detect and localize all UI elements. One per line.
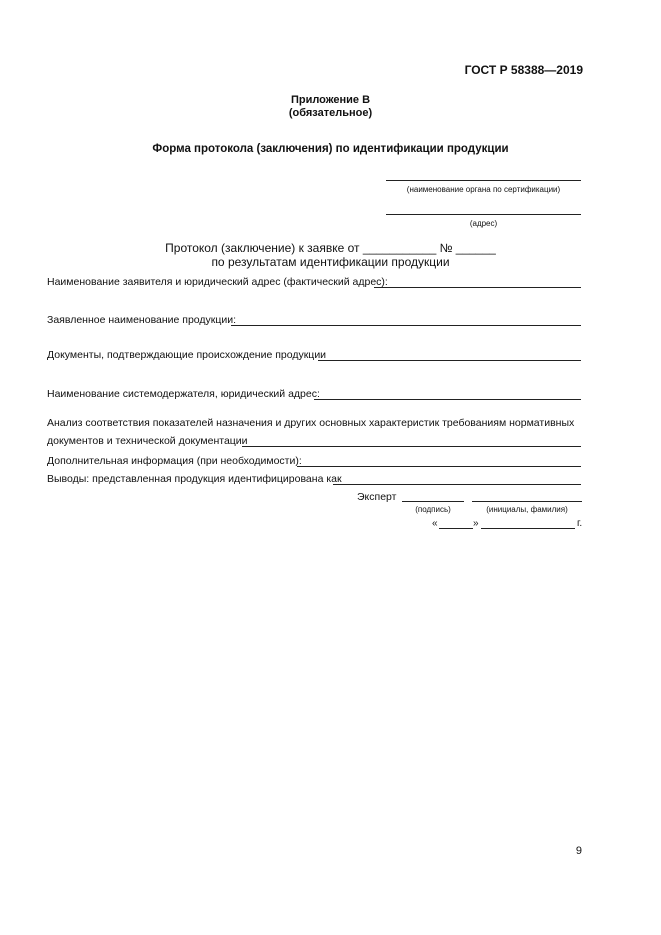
product-name-label: Заявленное наименование продукции: xyxy=(47,314,237,326)
date-quote-open: « xyxy=(432,518,438,529)
org-name-line xyxy=(386,180,581,181)
page-number: 9 xyxy=(575,845,582,857)
initials-line xyxy=(472,501,582,502)
org-name-caption: (наименование органа по сертификации) xyxy=(406,185,561,194)
analysis-label-2: документов и технической документации xyxy=(47,435,248,447)
date-day-line xyxy=(439,528,473,529)
documents-label: Документы, подтверждающие происхождение продукции xyxy=(47,349,327,361)
protocol-subheading: по результатам идентификации продукции xyxy=(211,255,450,269)
org-address-caption: (адрес) xyxy=(469,219,498,228)
applicant-line xyxy=(374,287,581,288)
additional-line xyxy=(297,466,581,467)
conclusion-line xyxy=(333,484,581,485)
org-address-line xyxy=(386,214,581,215)
expert-label: Эксперт xyxy=(357,491,397,503)
signature-caption: (подпись) xyxy=(415,505,451,514)
annex-subtitle: (обязательное) xyxy=(288,107,373,119)
signature-line xyxy=(402,501,464,502)
date-month-line xyxy=(481,528,575,529)
analysis-line xyxy=(242,446,581,447)
standard-number: ГОСТ Р 58388—2019 xyxy=(464,63,583,77)
initials-caption: (инициалы, фамилия) xyxy=(486,505,568,514)
annex-title: Приложение В xyxy=(290,94,371,106)
protocol-heading: Протокол (заключение) к заявке от ___________ № ______ xyxy=(165,241,496,255)
documents-line xyxy=(318,360,581,361)
form-title: Форма протокола (заключения) по идентификации продукции xyxy=(152,143,509,155)
conclusion-label: Выводы: представленная продукция идентифицирована как xyxy=(47,473,342,485)
applicant-label: Наименование заявителя и юридический адрес (фактический адрес): xyxy=(47,276,388,288)
system-holder-label: Наименование системодержателя, юридический адрес: xyxy=(47,388,320,400)
additional-label: Дополнительная информация (при необходимости): xyxy=(47,455,302,467)
date-quote-close: » xyxy=(473,518,479,529)
date-year-label: г. xyxy=(577,518,583,529)
system-holder-line xyxy=(314,399,581,400)
analysis-label-1: Анализ соответствия показателей назначения и других основных характеристик требованиям нормативных xyxy=(47,417,575,429)
product-name-line xyxy=(231,325,581,326)
